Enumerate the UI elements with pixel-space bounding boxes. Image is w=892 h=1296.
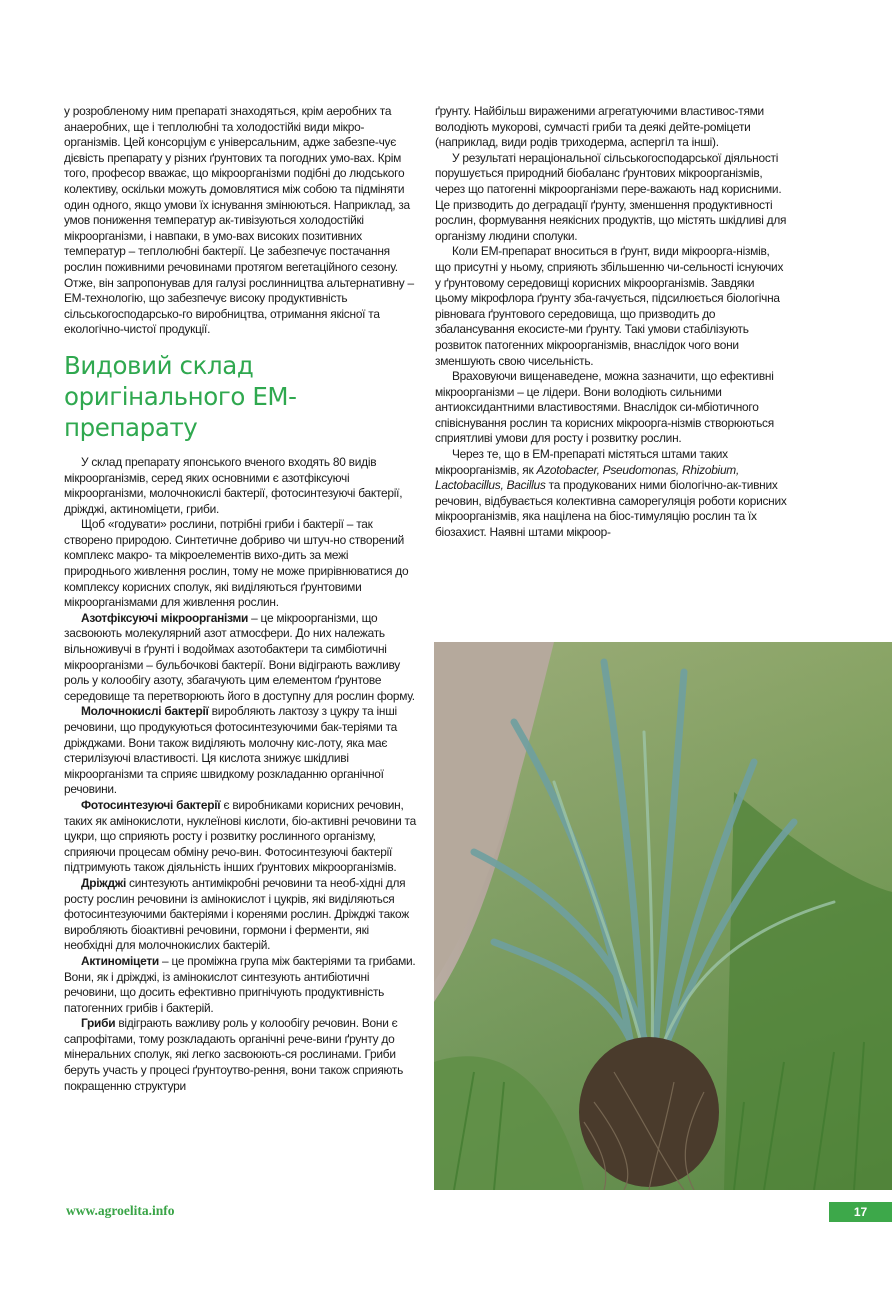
paragraph-fungi (64, 1016, 418, 1094)
plant-photo-illustration (434, 642, 892, 1190)
right-column (435, 104, 787, 541)
text-lactic-acid: виробляють лактозу з цукру та інші речовини, що продукуються фотосинтезуючими бак-теріями та дріжджами. Вони також виділяють молочну кис-лоту, яка має стерилізуючі властивості. Ця кислота знижує шкідливі мікроорганізми та сприяє швидкому розкладанню органічної речовини. (64, 704, 398, 797)
paragraph-soil-continuation: ґрунту. Найбільш вираженими агрегатуючими властивос-тями володіють мукорові, сумчасті гриби та деякі дейте-роміцети (наприклад, види родів триходерма, аспергіл та інші). (435, 104, 764, 150)
species-names: Azotobacter, Pseudomonas, Rhizobium, Lactobacillus, Bacillus (435, 462, 740, 493)
term-fungi: Гриби (81, 1016, 116, 1031)
paragraph-em-in-soil: Коли ЕМ-препарат вноситься в ґрунт, види мікроорга-нізмів, що присутні у ньому, сприяють збільшенню чи-сельності існуючих у ґрунтовому середовищі корисних мікроорганізмів. Завдяки цьому мікрофлора ґрунту зба-гачується, підсилюється біологічна рівновага ґрунтового середовища, що призводить до збалансування екосисте-ми ґрунту. Такі умови стабілізують розвиток патогенних мікроорганізмів, внаслідок чого вони зменшують свою чисельність. (435, 244, 784, 368)
text-fungi: відіграють важливу роль у колообігу речовин. Вони є сапрофітами, тому розкладають органічні рече-вини ґрунту до мінеральних сполук, які легко засвоюють-ся рослинами. Гриби беруть участь у процесі ґрунтоутво-рення, вони також сприяють покращенню структури (64, 1016, 404, 1093)
section-heading: Видовий склад оригінального ЕМ-препарату (64, 350, 297, 442)
paragraph-actinomycetes (64, 954, 418, 1016)
paragraph-lactic-acid (64, 704, 418, 798)
intro-paragraph: у розробленому ним препараті знаходяться, крім аеробних та анаеробних, ще і теплолюбні та холодостійкі види мікро-організмів. Цей консорціум є універсальним, адже забезпе-чує дієвість препарату у різних ґрунтових та погодних умо-вах. Крім того, професор вважає, що мікроорганізми подібні до людського колективу, оскільки можуть домовлятися між собою та підміняти один одного, якщо умови їх існування змінюються. Наприклад, за умов пониження температур ак-тивізуються холодостійкі мікроорганізми, і навпаки, в умо-вах високих позитивних температур – теплолюбні бактерії. Це забезпечує постачання рослин поживними речовинами протягом вегетаційного сезону. Отже, він запропонував для галузі рослинництва альтернативну – ЕМ-технологію, що забезпечує високу продуктивність сільськогосподарсько-го виробництва, отримання якісної та екологічно-чистої продукції. (64, 104, 414, 337)
paragraph-nitrogen-fixing (64, 611, 418, 705)
term-lactic-acid: Молочнокислі бактерії (81, 704, 209, 719)
paragraph-irrational-activity: У результаті нераціональної сільськогосподарської діяльності порушується природний біобаланс ґрунтових мікроорганізмів, через що патогенні мікроорганізми пере-важають над корисними. Це призводить до деградації ґрунту, зменшення продуктивності рослин, формування неякісних продуктів, що містять шкідливі для організму людини сполуки. (435, 150, 787, 243)
paragraph-feeding: Щоб «годувати» рослини, потрібні гриби і бактерії – так створено природою. Синтетичне добриво чи штуч-но створений комплекс макро- та мікроелементів вихо-дить за межі природнього живлення рослин, тому не може прирівнюватися до комплексу корисних сполук, які виділяються ґрунтовими мікроорганізмами для живлення рослин. (64, 517, 409, 610)
paragraph-composition: У склад препарату японського вченого входять 80 видів мікроорганізмів, серед яких основними є азотфіксуючі мікроорганізми, молочнокислі бактерії, фотосинтезуючі бактерії, дріжджі, актиноміцети, гриби. (64, 454, 403, 516)
page-number-badge: 17 (829, 1202, 892, 1222)
term-photosynthetic: Фотосинтезуючі бактерії (81, 797, 221, 812)
text-nitrogen-fixing: – це мікроорганізми, що засвоюють молекулярний азот атмосфери. До них належать вільноживучі в ґрунті і водоймах азотобактери та симбіотичні мікроорганізми – бульбочкові бактерії. Вони відіграють важливу роль у колообігу азоту, збагачують цим елементом ґрунтове середовище та перетворюють його в доступну для рослин форму. (64, 610, 415, 703)
text-photosynthetic: є виробниками корисних речовин, таких як амінокислоти, нуклеїнові кислоти, біо-активні речовини та цукри, що сприяють росту і розвитку рослинного організму, сприяючи процесам обміну речо-вин. Фотосинтезуючі бактерії підтримують також діяльність інших ґрунтових мікроорганізмів. (64, 797, 416, 875)
text-yeast: синтезують антимікробні речовини та необ-хідні для росту рослин речовини із амінокислот і цукрів, які виділяються фотосинтезуючими бактеріями і коренями рослин. Дріжджі також виробляють біоактивні речовини, гормони і ферменти, які необхідні для молочнокислих бактерій. (64, 875, 409, 953)
paragraph-strains (435, 447, 787, 541)
text-strains-b: та продукованих ними біологічно-ак-тивних речовин, відбувається колективна саморегуляція роботи корисних мікроорганізмів, яка націлена на біос-тимуляцію рослин та їх біозахист. Наявні штами мікроор- (435, 478, 787, 540)
plant-roots-photo (434, 642, 892, 1190)
footer-website-link[interactable]: www.agroelita.info (66, 1203, 175, 1218)
paragraph-leaders: Враховуючи вищенаведене, можна зазначити, що ефективні мікроорганізми – це лідери. Вони володіють сильними антиоксидантними властивостями. Внаслідок си-мбіотичного співіснування рослин та корисних мікроорга-нізмів створюються сприятливі умови для росту і розвитку рослин. (435, 369, 774, 446)
term-yeast: Дріжджі (81, 875, 126, 890)
text-strains-a: Через те, що в ЕМ-препараті містяться штами таких мікроорганізмів, як (435, 447, 728, 477)
left-column (64, 104, 418, 1094)
paragraph-photosynthetic (64, 798, 418, 876)
term-nitrogen-fixing: Азотфіксуючі мікроорганізми (81, 610, 249, 625)
text-actinomycetes: – це проміжна група між бактеріями та грибами. Вони, як і дріжджі, із амінокислот синтезують антибіотичні речовини, що досить ефективно пригнічують продуктивність патогенних грибів і бактерій. (64, 953, 416, 1015)
term-actinomycetes: Актиноміцети (81, 953, 159, 968)
paragraph-yeast (64, 876, 418, 954)
